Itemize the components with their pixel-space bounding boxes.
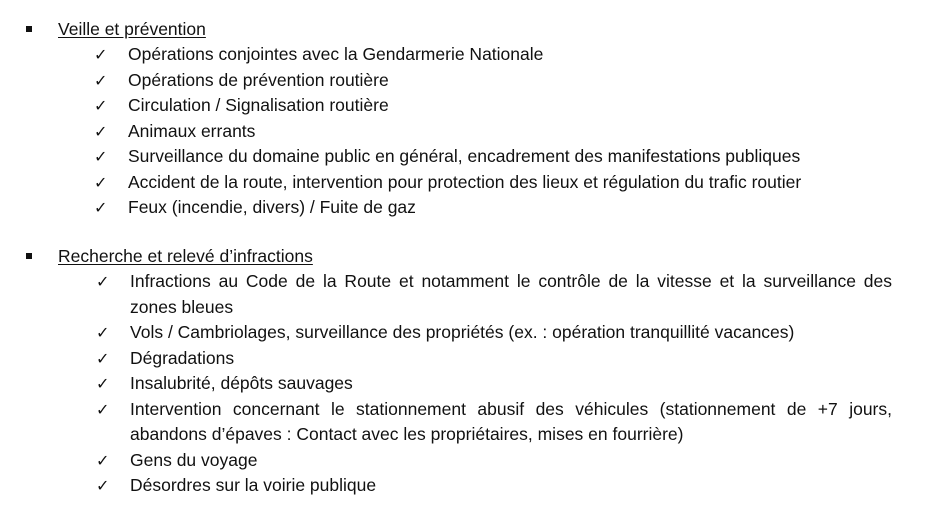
list-item — [0, 371, 941, 397]
list-item-text: Surveillance du domaine public en général, encadrement des manifestations publiques — [128, 146, 801, 166]
section-heading: Recherche et relevé d’infractions — [58, 246, 313, 266]
check-icon: ✓ — [96, 399, 110, 419]
list-item — [0, 170, 941, 196]
check-icon: ✓ — [96, 476, 110, 495]
list-item-text: Dégradations — [130, 347, 235, 368]
list-item-text: Feux (incendie, divers) / Fuite de gaz — [128, 197, 416, 217]
list-item — [0, 195, 941, 221]
list-item-text: Vols / Cambriolages, surveillance des propriétés (ex. : opération tranquillité vacances) — [130, 322, 795, 342]
section-recherche-infractions — [0, 244, 941, 499]
section-heading: Veille et prévention — [58, 19, 206, 39]
list-item — [0, 346, 941, 372]
list-item-text: Désordres sur la voirie publique — [130, 475, 377, 495]
square-bullet-icon — [26, 253, 32, 259]
list-item — [0, 269, 941, 320]
check-icon: ✓ — [96, 323, 110, 342]
list-item — [0, 42, 941, 68]
list-item-text: Gens du voyage — [130, 449, 258, 470]
list-item-text: Circulation / Signalisation routière — [128, 95, 389, 115]
square-bullet-icon — [26, 26, 32, 32]
checklist — [0, 269, 941, 499]
check-icon: ✓ — [96, 450, 110, 470]
check-icon: ✓ — [96, 374, 110, 393]
check-icon: ✓ — [94, 147, 108, 166]
list-item-text: Opérations de prévention routière — [128, 69, 389, 90]
check-icon: ✓ — [94, 70, 108, 90]
check-icon: ✓ — [94, 45, 108, 64]
section-heading-row — [0, 17, 941, 42]
checklist — [0, 42, 941, 221]
list-item-text: Opérations conjointes avec la Gendarmerie Nationale — [128, 44, 544, 64]
section-veille-prevention — [0, 17, 941, 221]
list-item-text: Insalubrité, dépôts sauvages — [130, 373, 353, 393]
check-icon: ✓ — [94, 121, 108, 141]
check-icon: ✓ — [96, 348, 110, 368]
list-item — [0, 68, 941, 94]
section-heading-row — [0, 244, 941, 269]
list-item-text: Accident de la route, intervention pour protection des lieux et régulation du trafic routier — [128, 171, 802, 192]
check-icon: ✓ — [96, 272, 110, 291]
check-icon: ✓ — [94, 172, 108, 192]
list-item-text: Infractions au Code de la Route et notamment le contrôle de la vitesse et la surveillance des zones bleues — [130, 271, 892, 317]
list-item — [0, 397, 941, 448]
list-item-text: Animaux errants — [128, 120, 256, 141]
list-item — [0, 448, 941, 474]
list-item — [0, 93, 941, 119]
list-item — [0, 144, 941, 170]
check-icon: ✓ — [94, 198, 108, 217]
check-icon: ✓ — [94, 96, 108, 115]
list-item — [0, 320, 941, 346]
list-item — [0, 473, 941, 499]
list-item — [0, 119, 941, 145]
list-item-text: Intervention concernant le stationnement abusif des véhicules (stationnement de +7 jours, abandons d’épaves : Contact avec les propriétaires, mises en fourrière) — [130, 398, 892, 444]
